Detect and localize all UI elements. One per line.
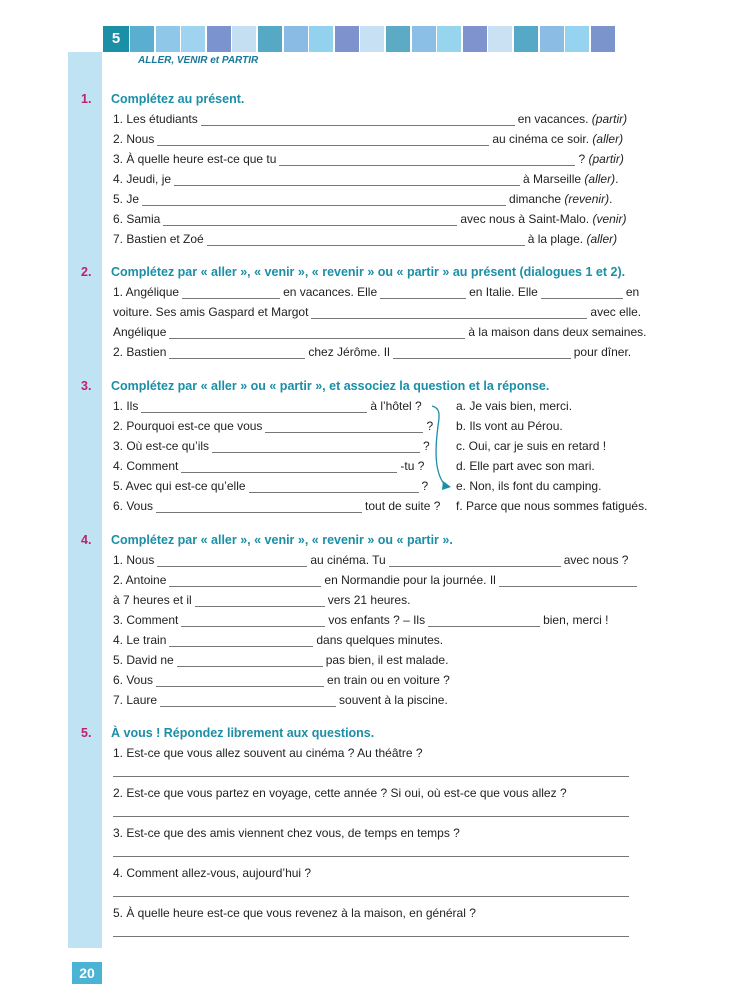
answer-blank[interactable] xyxy=(311,306,587,319)
answer-blank[interactable] xyxy=(195,594,325,607)
answer-blank[interactable] xyxy=(541,286,623,299)
color-band xyxy=(130,26,616,52)
line-text: ? xyxy=(421,479,429,493)
answer-line[interactable] xyxy=(113,816,629,817)
answer-blank[interactable] xyxy=(389,554,561,567)
answer-blank[interactable] xyxy=(181,614,325,627)
question-line xyxy=(113,453,424,473)
answer-line[interactable] xyxy=(113,936,629,937)
color-band-swatch xyxy=(386,26,410,52)
line-text: 6. Vous xyxy=(113,673,154,687)
verb-hint: (aller) xyxy=(592,132,624,146)
exercise-line xyxy=(113,567,640,587)
line-text: en vacances. xyxy=(517,112,589,126)
color-band-swatch xyxy=(463,26,487,52)
exercise-number: 5. xyxy=(81,726,92,740)
answer-blank[interactable] xyxy=(177,654,323,667)
answer-line[interactable] xyxy=(113,776,629,777)
line-text: 5. Avec qui est-ce qu’elle xyxy=(113,479,246,493)
exercise-line xyxy=(113,687,448,707)
exercise-line xyxy=(113,667,450,687)
line-text: en Italie. Elle xyxy=(469,285,538,299)
line-text: 1. Angélique xyxy=(113,285,180,299)
line-text: dimanche xyxy=(509,192,562,206)
line-text: 3. À quelle heure est-ce que tu xyxy=(113,152,277,166)
verb-hint: (aller) xyxy=(584,172,616,186)
page-sidebar xyxy=(68,52,102,948)
answer-blank[interactable] xyxy=(174,173,520,186)
question-line xyxy=(113,473,428,493)
match-arrow-icon xyxy=(430,404,456,494)
line-text: en train ou en voiture ? xyxy=(327,673,450,687)
exercise-number: 3. xyxy=(81,379,92,393)
line-text: 1. Ils xyxy=(113,399,139,413)
line-text: avec nous ? xyxy=(563,553,629,567)
exercise-line xyxy=(113,126,623,146)
answer-blank[interactable] xyxy=(499,574,637,587)
line-text: 2. Antoine xyxy=(113,573,167,587)
exercise-line xyxy=(113,206,626,226)
line-text: . xyxy=(609,192,613,206)
line-text: 5. Je xyxy=(113,192,140,206)
question-line xyxy=(113,413,433,433)
exercise-line xyxy=(113,627,443,647)
line-text: 5. David ne xyxy=(113,653,174,667)
line-text: au cinéma ce soir. xyxy=(492,132,590,146)
answer-option[interactable]: a. Je vais bien, merci. xyxy=(456,399,573,413)
exercise-number: 2. xyxy=(81,265,92,279)
answer-blank[interactable] xyxy=(160,694,336,707)
verb-hint: (partir) xyxy=(588,152,624,166)
line-text: 1. Nous xyxy=(113,553,155,567)
color-band-swatch xyxy=(232,26,256,52)
answer-blank[interactable] xyxy=(157,133,489,146)
color-band-swatch xyxy=(258,26,282,52)
color-band-swatch xyxy=(540,26,564,52)
color-band-swatch xyxy=(309,26,333,52)
line-text: ? xyxy=(426,419,434,433)
verb-hint: (partir) xyxy=(591,112,628,126)
exercise-line xyxy=(113,299,641,319)
line-text: 3. Comment xyxy=(113,613,179,627)
answer-blank[interactable] xyxy=(156,500,362,513)
question-line xyxy=(113,393,422,413)
answer-blank[interactable] xyxy=(156,674,324,687)
line-text: 7. Bastien et Zoé xyxy=(113,232,204,246)
question-text: 3. Est-ce que des amis viennent chez vous, de temps en temps ? xyxy=(113,826,460,840)
answer-blank[interactable] xyxy=(428,614,540,627)
answer-blank[interactable] xyxy=(157,554,307,567)
line-text: 2. Nous xyxy=(113,132,155,146)
answer-blank[interactable] xyxy=(169,326,465,339)
answer-blank[interactable] xyxy=(169,574,321,587)
exercise-line xyxy=(113,587,410,607)
question-line xyxy=(113,493,440,513)
line-text: chez Jérôme. Il xyxy=(308,345,390,359)
line-text: à l’hôtel ? xyxy=(370,399,422,413)
exercise-line xyxy=(113,106,627,126)
answer-option[interactable]: b. Ils vont au Pérou. xyxy=(456,419,563,433)
answer-line[interactable] xyxy=(113,856,629,857)
line-text: ? xyxy=(578,152,586,166)
exercise-line xyxy=(113,186,612,206)
line-text: voiture. Ses amis Gaspard et Margot xyxy=(113,305,309,319)
line-text: 2. Pourquoi est-ce que vous xyxy=(113,419,263,433)
color-band-swatch xyxy=(437,26,461,52)
color-band-swatch xyxy=(565,26,589,52)
line-text: Angélique xyxy=(113,325,167,339)
color-band-swatch xyxy=(156,26,180,52)
line-text: vers 21 heures. xyxy=(327,593,411,607)
line-text: . xyxy=(615,172,619,186)
exercise-line xyxy=(113,607,608,627)
question-text: 5. À quelle heure est-ce que vous revenez à la maison, en général ? xyxy=(113,906,476,920)
verb-hint: (aller) xyxy=(586,232,618,246)
line-text: 4. Le train xyxy=(113,633,167,647)
line-text: 4. Jeudi, je xyxy=(113,172,172,186)
line-text: vos enfants ? – Ils xyxy=(328,613,426,627)
answer-blank[interactable] xyxy=(169,634,313,647)
verb-hint: (revenir) xyxy=(564,192,610,206)
answer-blank[interactable] xyxy=(279,153,575,166)
line-text: 6. Samia xyxy=(113,212,161,226)
answer-option[interactable]: f. Parce que nous sommes fatigués. xyxy=(456,499,648,513)
line-text: à 7 heures et il xyxy=(113,593,192,607)
line-text: 6. Vous xyxy=(113,499,154,513)
verb-hint: (venir) xyxy=(592,212,627,226)
answer-blank[interactable] xyxy=(169,346,305,359)
color-band-swatch xyxy=(412,26,436,52)
color-band-swatch xyxy=(284,26,308,52)
answer-blank[interactable] xyxy=(207,233,525,246)
answer-blank[interactable] xyxy=(182,286,280,299)
answer-blank[interactable] xyxy=(163,213,457,226)
page-subtitle: ALLER, VENIR et PARTIR xyxy=(138,55,259,66)
question-line xyxy=(113,433,430,453)
line-text: pas bien, il est malade. xyxy=(325,653,449,667)
answer-blank[interactable] xyxy=(380,286,466,299)
line-text: en vacances. Elle xyxy=(283,285,378,299)
exercise-title: Complétez par « aller », « venir », « revenir » ou « partir » au présent (dialogues 1 et 2). xyxy=(111,265,626,279)
color-band-swatch xyxy=(514,26,538,52)
color-band-swatch xyxy=(591,26,615,52)
answer-blank[interactable] xyxy=(249,480,419,493)
line-text: bien, merci ! xyxy=(543,613,609,627)
color-band-swatch xyxy=(335,26,359,52)
answer-blank[interactable] xyxy=(393,346,571,359)
exercise-title: Complétez au présent. xyxy=(111,92,245,106)
answer-blank[interactable] xyxy=(265,420,423,433)
line-text: ? xyxy=(423,439,430,453)
exercise-line xyxy=(113,279,639,299)
exercise-line xyxy=(113,319,647,339)
line-text: -tu ? xyxy=(400,459,425,473)
line-text: à la maison dans deux semaines. xyxy=(468,325,647,339)
color-band-swatch xyxy=(488,26,512,52)
exercise-line xyxy=(113,547,628,567)
answer-option[interactable]: c. Oui, car je suis en retard ! xyxy=(456,439,607,453)
color-band-swatch xyxy=(207,26,231,52)
question-text: 1. Est-ce que vous allez souvent au cinéma ? Au théâtre ? xyxy=(113,746,423,760)
line-text: au cinéma. Tu xyxy=(310,553,386,567)
answer-blank[interactable] xyxy=(181,460,397,473)
exercise-line xyxy=(113,226,617,246)
line-text: 3. Où est-ce qu’ils xyxy=(113,439,210,453)
exercise-title: À vous ! Répondez librement aux questions. xyxy=(111,726,375,740)
color-band-swatch xyxy=(181,26,205,52)
line-text: avec elle. xyxy=(590,305,642,319)
line-text: à Marseille xyxy=(523,172,582,186)
answer-blank[interactable] xyxy=(141,400,367,413)
exercise-number: 4. xyxy=(81,533,92,547)
answer-option[interactable]: d. Elle part avec son mari. xyxy=(456,459,595,473)
line-text: dans quelques minutes. xyxy=(316,633,444,647)
answer-option[interactable]: e. Non, ils font du camping. xyxy=(456,479,602,493)
exercise-line xyxy=(113,146,624,166)
exercise-line xyxy=(113,339,631,359)
line-text: en xyxy=(625,285,640,299)
page-number: 20 xyxy=(72,962,102,984)
question-text: 2. Est-ce que vous partez en voyage, cette année ? Si oui, où est-ce que vous allez ? xyxy=(113,786,567,800)
color-band-swatch xyxy=(360,26,384,52)
line-text: 4. Comment xyxy=(113,459,179,473)
exercise-title: Complétez par « aller », « venir », « revenir » ou « partir ». xyxy=(111,533,453,547)
line-text: souvent à la piscine. xyxy=(339,693,448,707)
line-text: 1. Les étudiants xyxy=(113,112,198,126)
color-band-swatch xyxy=(130,26,154,52)
line-text: pour dîner. xyxy=(573,345,632,359)
exercise-line xyxy=(113,166,618,186)
answer-blank[interactable] xyxy=(201,113,515,126)
line-text: 7. Laure xyxy=(113,693,158,707)
exercise-line xyxy=(113,647,448,667)
exercise-title: Complétez par « aller » ou « partir », et associez la question et la réponse. xyxy=(111,379,550,393)
line-text: 2. Bastien xyxy=(113,345,167,359)
exercise-number: 1. xyxy=(81,92,92,106)
answer-line[interactable] xyxy=(113,896,629,897)
line-text: tout de suite ? xyxy=(365,499,441,513)
line-text: avec nous à Saint-Malo. xyxy=(460,212,590,226)
answer-blank[interactable] xyxy=(212,440,420,453)
line-text: en Normandie pour la journée. Il xyxy=(324,573,496,587)
chapter-number: 5 xyxy=(103,26,129,52)
answer-blank[interactable] xyxy=(142,193,506,206)
line-text: à la plage. xyxy=(527,232,584,246)
question-text: 4. Comment allez-vous, aujourd’hui ? xyxy=(113,866,312,880)
